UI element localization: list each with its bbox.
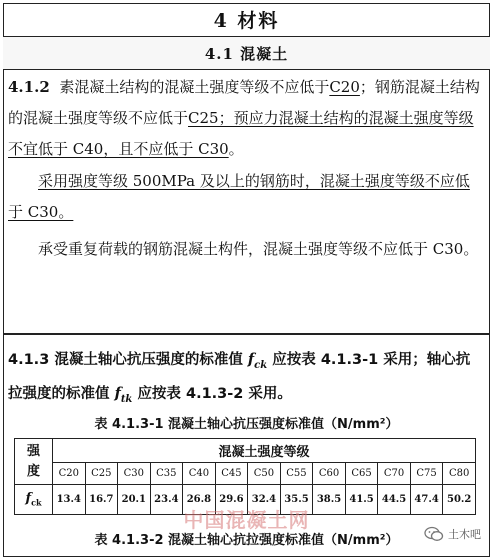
grade-cell: C30 [118,463,151,485]
value-cell: 20.1 [118,485,151,515]
symbol-fck: $f_{ck}$ [247,351,268,371]
clause-number: 4.1.2 [8,78,50,96]
grade-cell: C80 [443,463,476,485]
value-cell: 44.5 [378,485,411,515]
symbol-ftk: $f_{tk}$ [114,384,133,405]
clause-paragraph-3: 承受重复荷载的钢筋混凝土构件，混凝土强度等级不应低于 C30。 [38,240,479,258]
value-cell: 26.8 [183,485,216,515]
value-cell: 32.4 [248,485,281,515]
value-cell: 50.2 [443,485,476,515]
row-header: 强 度 [15,439,53,485]
clause-4-1-2 [8,72,482,165]
underlined-text: C25；预应力混凝土结构的混凝土强度等级不宜低于 C40，且不应低于 C30 [8,109,474,158]
clause-text: 素混凝土结构的混凝土强度等级不应低于 [59,78,330,96]
symbol-cell: $f_{ck}$ [15,485,53,515]
value-cell: 47.4 [410,485,443,515]
brand-badge [424,526,481,542]
group-header: 混凝土强度等级 [53,439,476,463]
table-caption: 表 4.1.3-2 混凝土轴心抗拉强度标准值（N/mm²） [94,533,399,548]
value-cell: 16.7 [85,485,118,515]
divider [3,333,490,335]
table-caption: 表 4.1.3-1 混凝土轴心抗压强度标准值（N/mm²） [94,417,399,432]
brand-name: 土木吧 [448,528,481,541]
wechat-icon [424,526,444,542]
value-cell: 23.4 [150,485,183,515]
value-cell: 38.5 [313,485,346,515]
grade-cell: C25 [85,463,118,485]
section-title: 4.1 混凝土 [3,37,490,70]
grade-cell: C55 [280,463,313,485]
grade-cell: C70 [378,463,411,485]
grade-cell: C20 [53,463,86,485]
underlined-grade: C20 [329,78,360,96]
value-cell: 41.5 [345,485,378,515]
clause-paragraph-2 [8,166,482,228]
grade-row [15,463,476,485]
value-cell: 29.6 [215,485,248,515]
clause-text: 应按表 4.1.3-1 采用；轴心抗拉强度的标准值 [8,352,471,402]
grade-cell: C60 [313,463,346,485]
clause-text: 。 [228,140,244,158]
chapter-title: 4 材料 [3,3,490,37]
clause-number: 4.1.3 [8,352,50,368]
underlined-paragraph: 采用强度等级 500MPa 及以上的钢筋时，混凝土强度等级不应低于 C30。 [8,172,470,221]
watermark: 中国混凝土网 [183,508,310,532]
value-cell: 35.5 [280,485,313,515]
grade-cell: C50 [248,463,281,485]
clause-text: 混凝土轴心抗压强度的标准值 [54,352,243,368]
clause-4-1-3 [8,346,482,414]
grade-cell: C65 [345,463,378,485]
grade-cell: C35 [150,463,183,485]
grade-cell: C45 [215,463,248,485]
grade-cell: C75 [410,463,443,485]
clause-text: 应按表 4.1.3-2 采用。 [137,385,292,402]
value-cell: 13.4 [53,485,86,515]
clause-text: ；钢筋混凝土结构的混凝土强度等级不应低于 [8,78,480,127]
grade-cell: C40 [183,463,216,485]
